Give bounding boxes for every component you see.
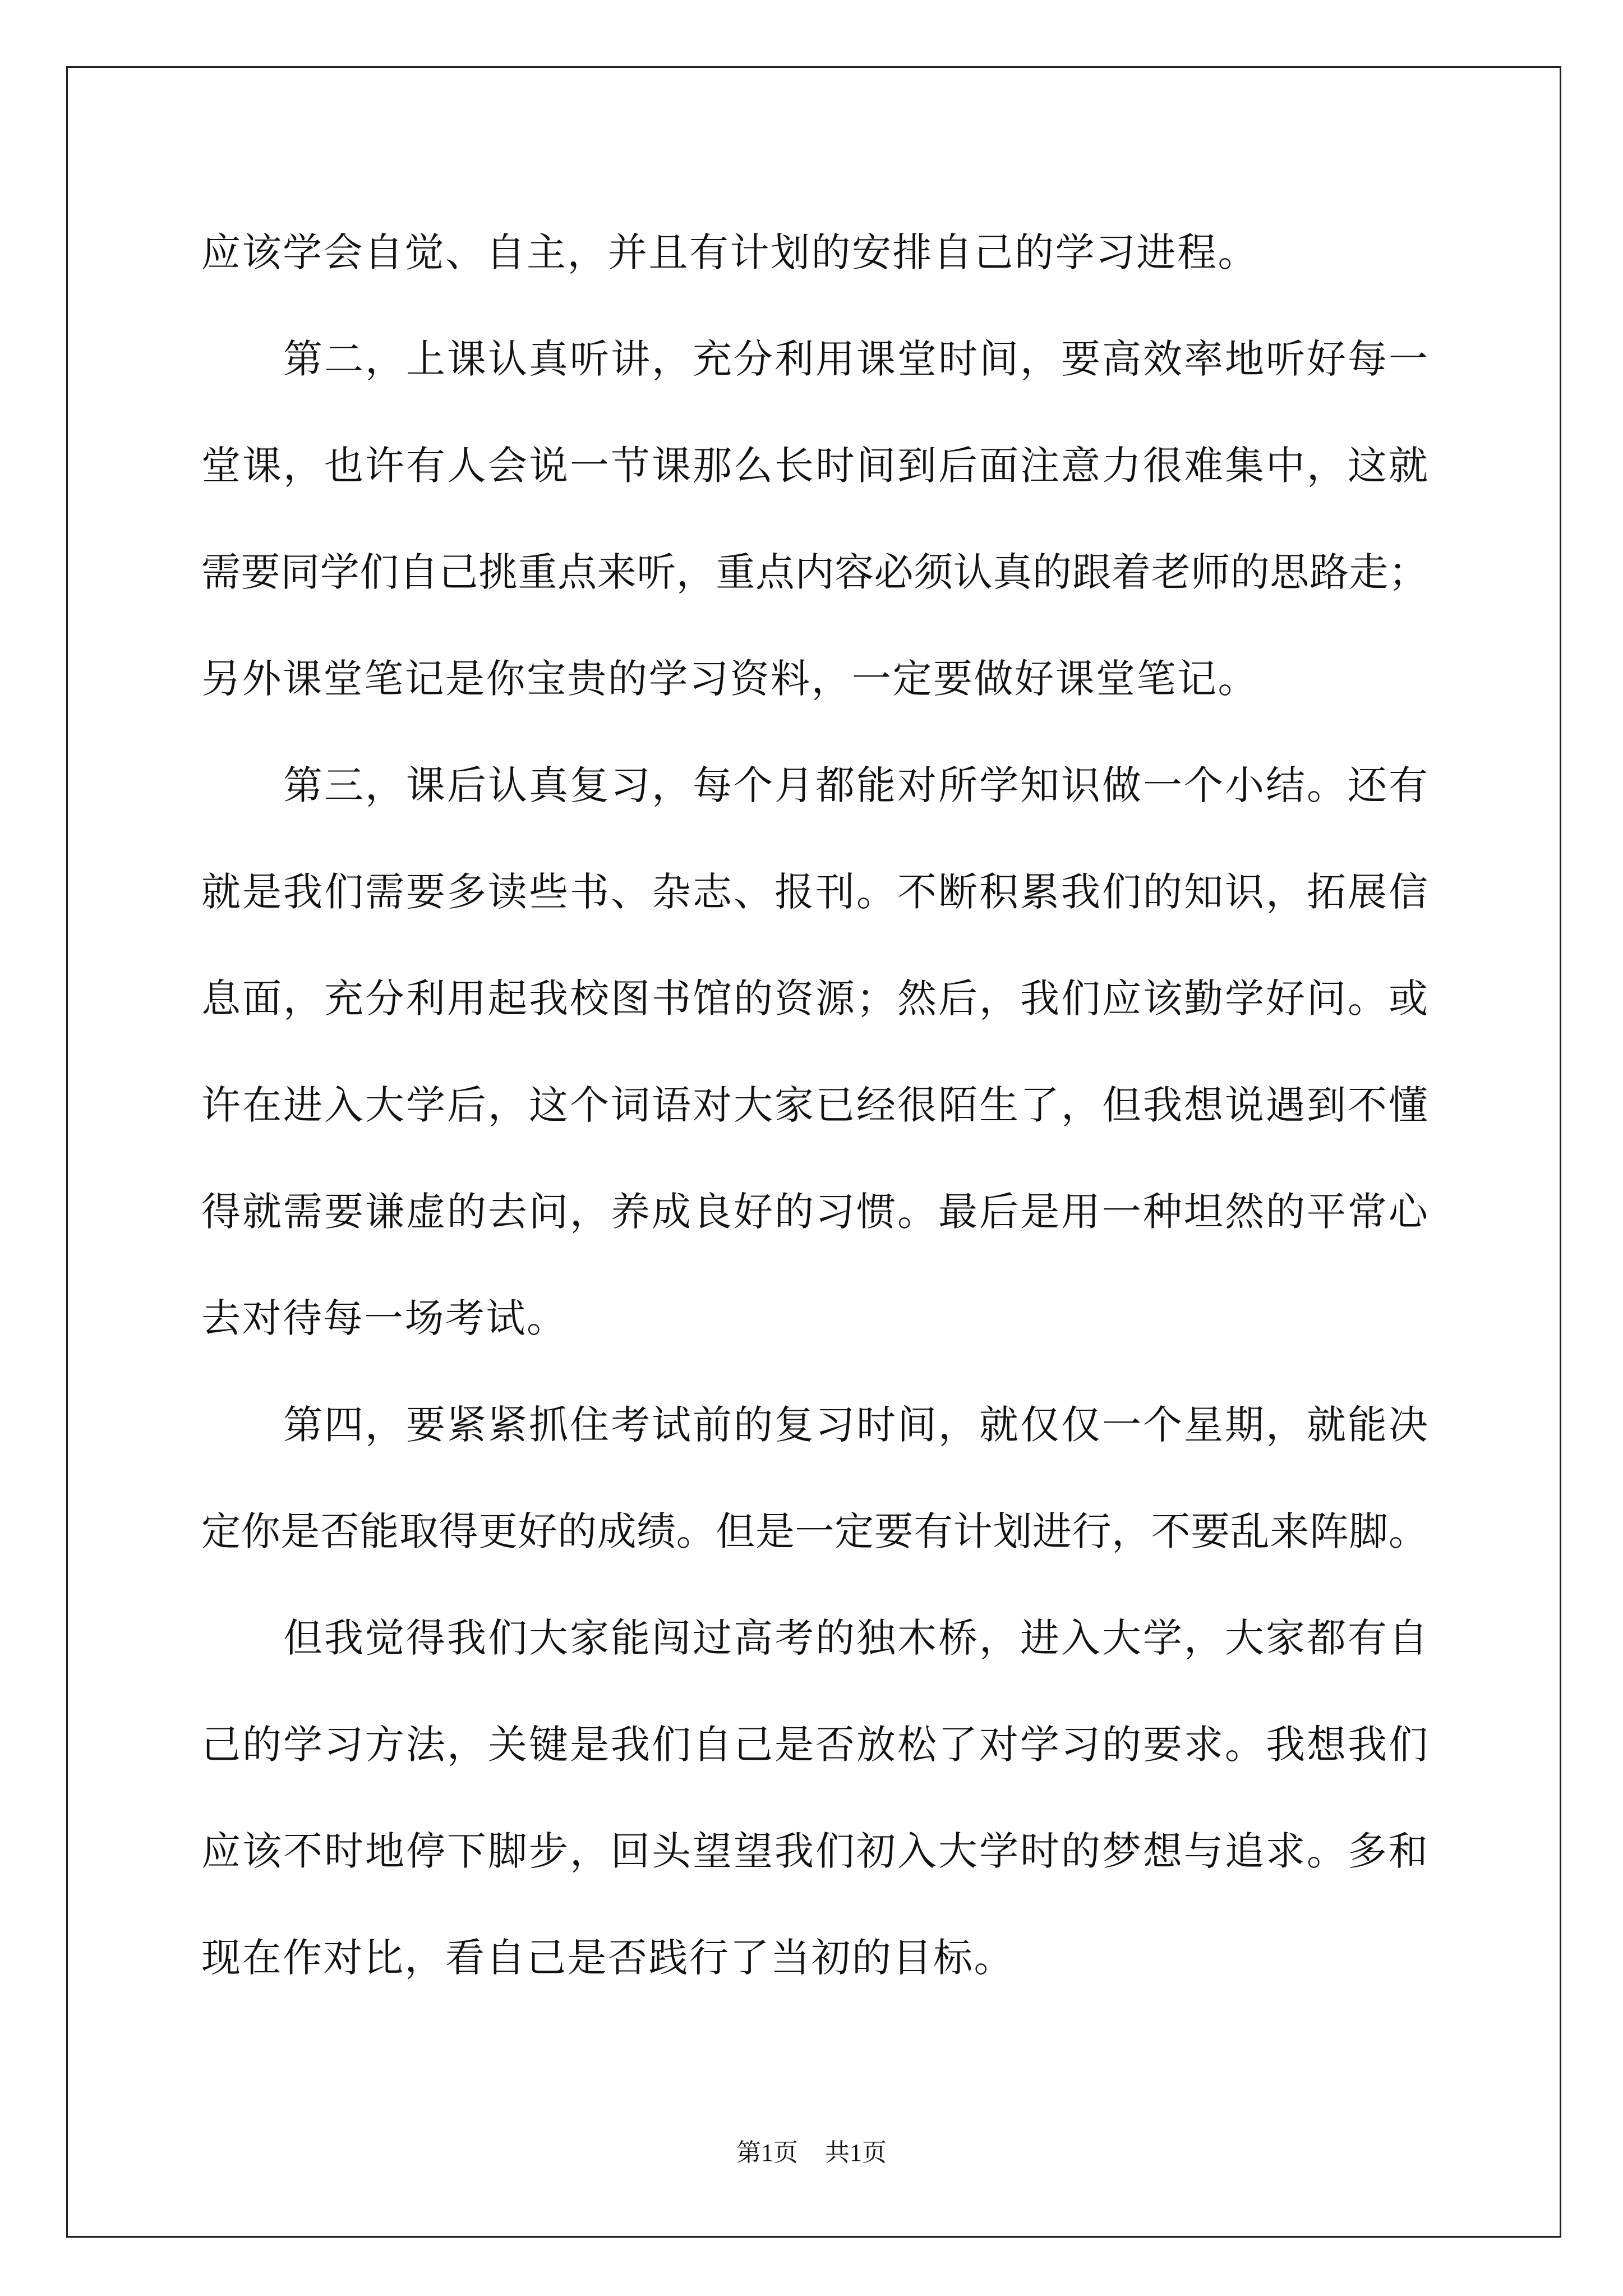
text-line: 第三，课后认真复习，每个月都能对所学知识做一个小结。还有 xyxy=(283,762,1428,808)
text-line: 息面，充分利用起我校图书馆的资源；然后，我们应该勤学好问。或 xyxy=(201,976,1428,1022)
text-line: 第二，上课认真听讲，充分利用课堂时间，要高效率地听好每一 xyxy=(283,336,1428,382)
text-line: 得就需要谦虚的去问，养成良好的习惯。最后是用一种坦然的平常心 xyxy=(201,1189,1428,1235)
page-footer xyxy=(0,2137,1623,2169)
paragraph xyxy=(201,1585,1428,2011)
text-line: 许在进入大学后，这个词语对大家已经很陌生了，但我想说遇到不懂 xyxy=(201,1082,1428,1128)
text-line: 应该不时地停下脚步，回头望望我们初入大学时的梦想与追求。多和 xyxy=(201,1828,1428,1874)
text-line: 需要同学们自己挑重点来听，重点内容必须认真的跟着老师的思路走； xyxy=(201,549,1428,595)
page-number-total: 共1页 xyxy=(825,2139,887,2166)
text-line: 第四，要紧紧抓住考试前的复习时间，就仅仅一个星期，就能决 xyxy=(283,1402,1428,1448)
text-line: 己的学习方法，关键是我们自己是否放松了对学习的要求。我想我们 xyxy=(201,1722,1428,1768)
paragraph xyxy=(201,199,1428,306)
page-number-current: 第1页 xyxy=(736,2139,798,2166)
text-line: 但我觉得我们大家能闯过高考的独木桥，进入大学，大家都有自 xyxy=(283,1615,1428,1661)
paragraph xyxy=(201,306,1428,732)
paragraph xyxy=(201,1372,1428,1585)
text-line: 另外课堂笔记是你宝贵的学习资料，一定要做好课堂笔记。 xyxy=(201,656,1258,702)
body-text xyxy=(201,199,1428,2011)
text-line: 现在作对比，看自己是否践行了当初的目标。 xyxy=(201,1935,1015,1981)
paragraph xyxy=(201,732,1428,1372)
text-line: 就是我们需要多读些书、杂志、报刊。不断积累我们的知识，拓展信 xyxy=(201,869,1428,915)
text-line: 应该学会自觉、自主，并且有计划的安排自己的学习进程。 xyxy=(201,229,1258,275)
text-line: 定你是否能取得更好的成绩。但是一定要有计划进行，不要乱来阵脚。 xyxy=(201,1508,1428,1554)
text-line: 去对待每一场考试。 xyxy=(201,1295,568,1341)
text-line: 堂课，也许有人会说一节课那么长时间到后面注意力很难集中，这就 xyxy=(201,443,1428,489)
